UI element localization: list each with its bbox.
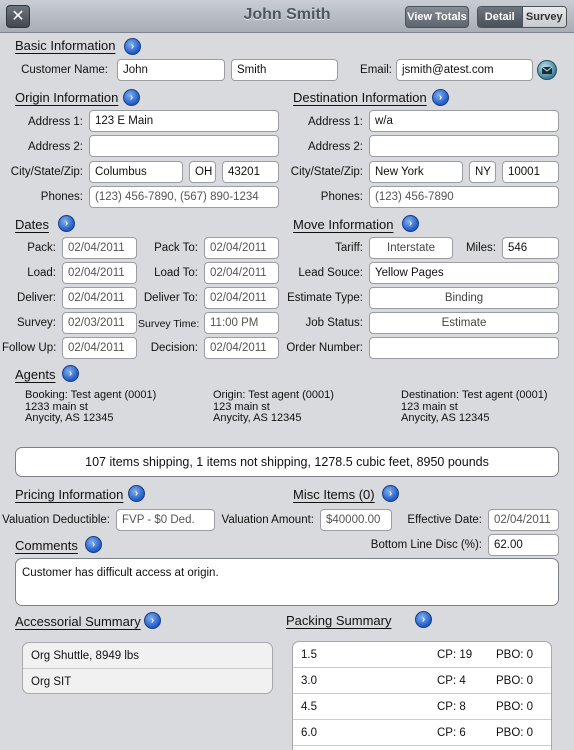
origin-address2-label: Address 2: [28, 141, 83, 153]
pack-date-field[interactable]: 02/04/2011 [62, 237, 137, 259]
tab-detail[interactable]: Detail [478, 7, 522, 27]
lead-source-label: Lead Souce: [298, 267, 363, 279]
origin-info-heading: Origin Information [15, 90, 119, 105]
booking-agent: Booking: Test agent (0001) 1233 main st Anycity, AS 12345 [25, 389, 157, 424]
pbo-count: PBO: 0 [496, 675, 534, 687]
survey-time-label: Survey Time: [138, 318, 200, 330]
destination-info-heading: Destination Information [293, 90, 427, 105]
carton-size: 4.5 [301, 701, 317, 713]
dates-detail-button[interactable] [58, 215, 75, 232]
chevron-right-icon: › [421, 614, 426, 625]
comments-heading: Comments [15, 538, 78, 553]
dest-zip-field[interactable]: 10001 [502, 161, 559, 183]
dest-address2-label: Address 2: [308, 141, 363, 153]
shipment-summary[interactable]: 107 items shipping, 1 items not shipping, 1278.5 cubic feet, 8950 pounds [15, 447, 559, 477]
table-row[interactable] [293, 668, 551, 694]
cp-count: CP: 6 [437, 727, 466, 739]
order-number-field[interactable] [369, 337, 559, 359]
view-totals-button[interactable]: View Totals [405, 6, 469, 28]
destination-agent: Destination: Test agent (0001) 123 main st Anycity, AS 12345 [401, 389, 548, 424]
chevron-right-icon: › [134, 488, 139, 499]
load-to-label: Load To: [154, 267, 198, 279]
destination-info-detail-button[interactable] [432, 89, 449, 106]
deliver-to-label: Deliver To: [143, 292, 198, 304]
agents-detail-button[interactable] [62, 365, 79, 382]
pack-label: Pack: [27, 242, 56, 254]
chevron-right-icon: › [408, 218, 413, 229]
tab-survey[interactable]: Survey [522, 7, 567, 27]
dest-city-field[interactable]: New York [369, 161, 463, 183]
chevron-right-icon: › [150, 615, 155, 626]
customer-name-label: Customer Name: [21, 64, 108, 76]
close-button[interactable] [6, 5, 30, 28]
pricing-heading: Pricing Information [15, 487, 124, 502]
effective-date-label: Effective Date: [407, 514, 482, 526]
dest-address2-field[interactable] [369, 135, 559, 157]
view-segmented-control [477, 6, 567, 28]
load-label: Load: [27, 267, 56, 279]
origin-address1-label: Address 1: [28, 116, 83, 128]
table-row[interactable] [293, 720, 551, 746]
basic-info-detail-button[interactable] [124, 38, 141, 55]
mail-button[interactable] [537, 60, 557, 80]
survey-time-field[interactable]: 11:00 PM [204, 312, 279, 334]
follow-up-label: Follow Up: [2, 342, 57, 354]
valuation-amount-field[interactable]: $40000.00 [320, 509, 392, 531]
page-title: John Smith [243, 6, 331, 23]
chevron-right-icon: › [130, 41, 135, 52]
job-status-label: Job Status: [305, 317, 363, 329]
dates-heading: Dates [15, 217, 49, 232]
move-info-heading: Move Information [293, 217, 394, 232]
carton-size: 3.0 [301, 675, 317, 687]
origin-phones-field[interactable]: (123) 456-7890, (567) 890-1234 [89, 186, 279, 208]
comments-detail-button[interactable] [85, 536, 102, 553]
basic-info-heading: Basic Information [15, 38, 116, 53]
origin-phones-label: Phones: [40, 191, 83, 203]
decision-label: Decision: [150, 342, 198, 354]
table-row[interactable] [293, 642, 551, 668]
chevron-right-icon: › [388, 488, 393, 499]
follow-up-date-field[interactable]: 02/04/2011 [62, 337, 137, 359]
pbo-count: PBO: 0 [496, 701, 534, 713]
comments-textarea[interactable]: Customer has difficult access at origin. [15, 558, 559, 606]
accessorial-list [22, 642, 273, 694]
agents-heading: Agents [15, 367, 56, 382]
load-date-field[interactable]: 02/04/2011 [62, 262, 137, 284]
move-info-detail-button[interactable] [402, 215, 419, 232]
origin-address1-field[interactable]: 123 E Main [89, 110, 279, 132]
lead-source-field[interactable]: Yellow Pages [369, 262, 559, 284]
bottom-line-disc-label: Bottom Line Disc (%): [370, 539, 482, 551]
effective-date-field[interactable]: 02/04/2011 [488, 509, 559, 531]
origin-city-field[interactable]: Columbus [89, 161, 183, 183]
packing-detail-button[interactable] [415, 611, 432, 628]
estimate-type-select[interactable]: Binding [369, 287, 559, 309]
chevron-right-icon: › [68, 368, 73, 379]
deliver-to-date-field[interactable]: 02/04/2011 [204, 287, 279, 309]
dest-phones-label: Phones: [320, 191, 363, 203]
mail-icon [538, 61, 556, 79]
bottom-line-disc-field[interactable]: 62.00 [488, 534, 559, 556]
load-to-date-field[interactable]: 02/04/2011 [204, 262, 279, 284]
origin-address2-field[interactable] [89, 135, 279, 157]
chevron-right-icon: › [129, 92, 134, 103]
carton-size: 6.0 [301, 727, 317, 739]
cp-count: CP: 4 [437, 675, 466, 687]
valuation-deductible-label: Valuation Deductible: [2, 514, 110, 526]
origin-state-field[interactable]: OH [189, 161, 216, 183]
last-name-field[interactable]: Smith [231, 59, 338, 81]
origin-agent: Origin: Test agent (0001) 123 main st Anycity, AS 12345 [213, 389, 334, 424]
job-status-select[interactable]: Estimate [369, 312, 559, 334]
dest-csz-label: City/State/Zip: [290, 166, 363, 178]
misc-items-detail-button[interactable] [382, 485, 399, 502]
accessorial-detail-button[interactable] [144, 612, 161, 629]
deliver-label: Deliver: [17, 292, 56, 304]
origin-info-detail-button[interactable] [123, 89, 140, 106]
chevron-right-icon: › [64, 218, 69, 229]
email-field[interactable]: jsmith@atest.com [396, 59, 533, 81]
tariff-label: Tariff: [335, 242, 363, 254]
email-label: Email: [360, 64, 392, 76]
cp-count: CP: 19 [437, 649, 473, 661]
first-name-field[interactable]: John [117, 59, 225, 81]
pack-to-date-field[interactable]: 02/04/2011 [204, 237, 279, 259]
valuation-amount-label: Valuation Amount: [221, 514, 314, 526]
dest-phones-field[interactable]: (123) 456-7890 [369, 186, 559, 208]
dest-address1-label: Address 1: [308, 116, 363, 128]
miles-field[interactable]: 546 [502, 237, 559, 259]
order-number-label: Order Number: [286, 342, 363, 354]
valuation-deductible-field[interactable]: FVP - $0 Ded. [116, 509, 215, 531]
misc-items-heading: Misc Items (0) [293, 487, 375, 502]
origin-zip-field[interactable]: 43201 [222, 161, 279, 183]
chevron-right-icon: › [438, 92, 443, 103]
survey-label: Survey: [17, 317, 56, 329]
pack-to-label: Pack To: [154, 242, 198, 254]
packing-heading: Packing Summary [286, 613, 392, 628]
pricing-detail-button[interactable] [128, 485, 145, 502]
packing-list [292, 641, 552, 750]
estimate-type-label: Estimate Type: [287, 292, 363, 304]
cp-count: CP: 8 [437, 701, 466, 713]
close-icon: ✕ [11, 8, 25, 25]
survey-date-field[interactable]: 02/03/2011 [62, 312, 137, 334]
origin-csz-label: City/State/Zip: [10, 166, 83, 178]
tariff-select[interactable]: Interstate [369, 237, 453, 259]
miles-label: Miles: [465, 242, 496, 254]
dest-address1-field[interactable]: w/a [369, 110, 559, 132]
accessorial-heading: Accessorial Summary [15, 614, 141, 629]
carton-size: 1.5 [301, 649, 317, 661]
pbo-count: PBO: 0 [496, 727, 534, 739]
decision-date-field[interactable]: 02/04/2011 [204, 337, 279, 359]
deliver-date-field[interactable]: 02/04/2011 [62, 287, 137, 309]
dest-state-field[interactable]: NY [469, 161, 496, 183]
pbo-count: PBO: 0 [496, 649, 534, 661]
list-item[interactable]: Org Shuttle, 8949 lbs [23, 643, 272, 669]
table-row[interactable] [293, 694, 551, 720]
chevron-right-icon: › [91, 539, 96, 550]
list-item[interactable]: Org SIT [31, 676, 72, 688]
